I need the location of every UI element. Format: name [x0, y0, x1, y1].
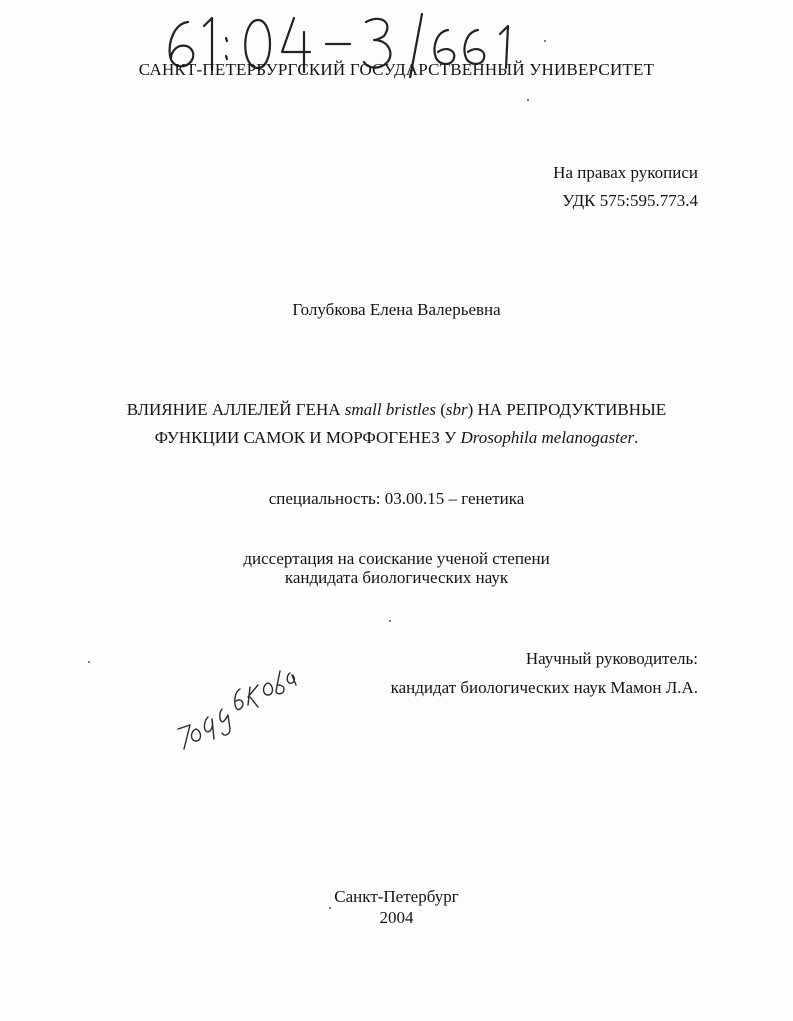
author-signature — [170, 665, 300, 755]
title-suffix: ) НА РЕПРОДУКТИВНЫЕ — [467, 400, 667, 419]
udc-code: УДК 575:595.773.4 — [562, 191, 698, 210]
degree-line-1: диссертация на соискание ученой степени — [243, 549, 550, 568]
title-prefix: ВЛИЯНИЕ АЛЛЕЛЕЙ ГЕНА — [126, 400, 345, 419]
gene-abbr: sbr — [445, 400, 468, 419]
catalog-number-text: 61:04-3/661 — [160, 8, 165, 9]
year: 2004 — [379, 908, 414, 927]
signature-text: Голубкова — [170, 665, 175, 666]
supervisor-label: Научный руководитель: — [525, 649, 698, 668]
title2-prefix: ФУНКЦИИ САМОК И МОРФОГЕНЕЗ У — [154, 428, 461, 447]
city: Санкт-Петербург — [334, 887, 459, 906]
scan-speck — [544, 40, 546, 42]
species-name: Drosophila melanogaster — [460, 428, 635, 447]
supervisor-name: кандидат биологических наук Мамон Л.А. — [390, 678, 698, 697]
thesis-title-line-1 — [0, 400, 793, 420]
scan-speck — [527, 99, 529, 101]
gene-name: small bristles — [344, 400, 436, 419]
degree-line-2: кандидата биологических наук — [284, 568, 509, 587]
scan-speck — [389, 620, 391, 622]
gene-open: ( — [435, 400, 446, 419]
author-name: Голубкова Елена Валерьевна — [292, 300, 501, 319]
university-name: САНКТ-ПЕТЕРБУРГСКИЙ ГОСУДАРСТВЕННЫЙ УНИВЕРСИТЕТ — [138, 60, 655, 79]
manuscript-rights-note: На правах рукописи — [553, 163, 698, 182]
scan-speck — [88, 661, 90, 663]
scan-speck — [329, 907, 331, 909]
thesis-title-line-2 — [0, 428, 793, 448]
specialty: специальность: 03.00.15 – генетика — [268, 489, 525, 508]
title2-suffix: . — [634, 428, 639, 447]
